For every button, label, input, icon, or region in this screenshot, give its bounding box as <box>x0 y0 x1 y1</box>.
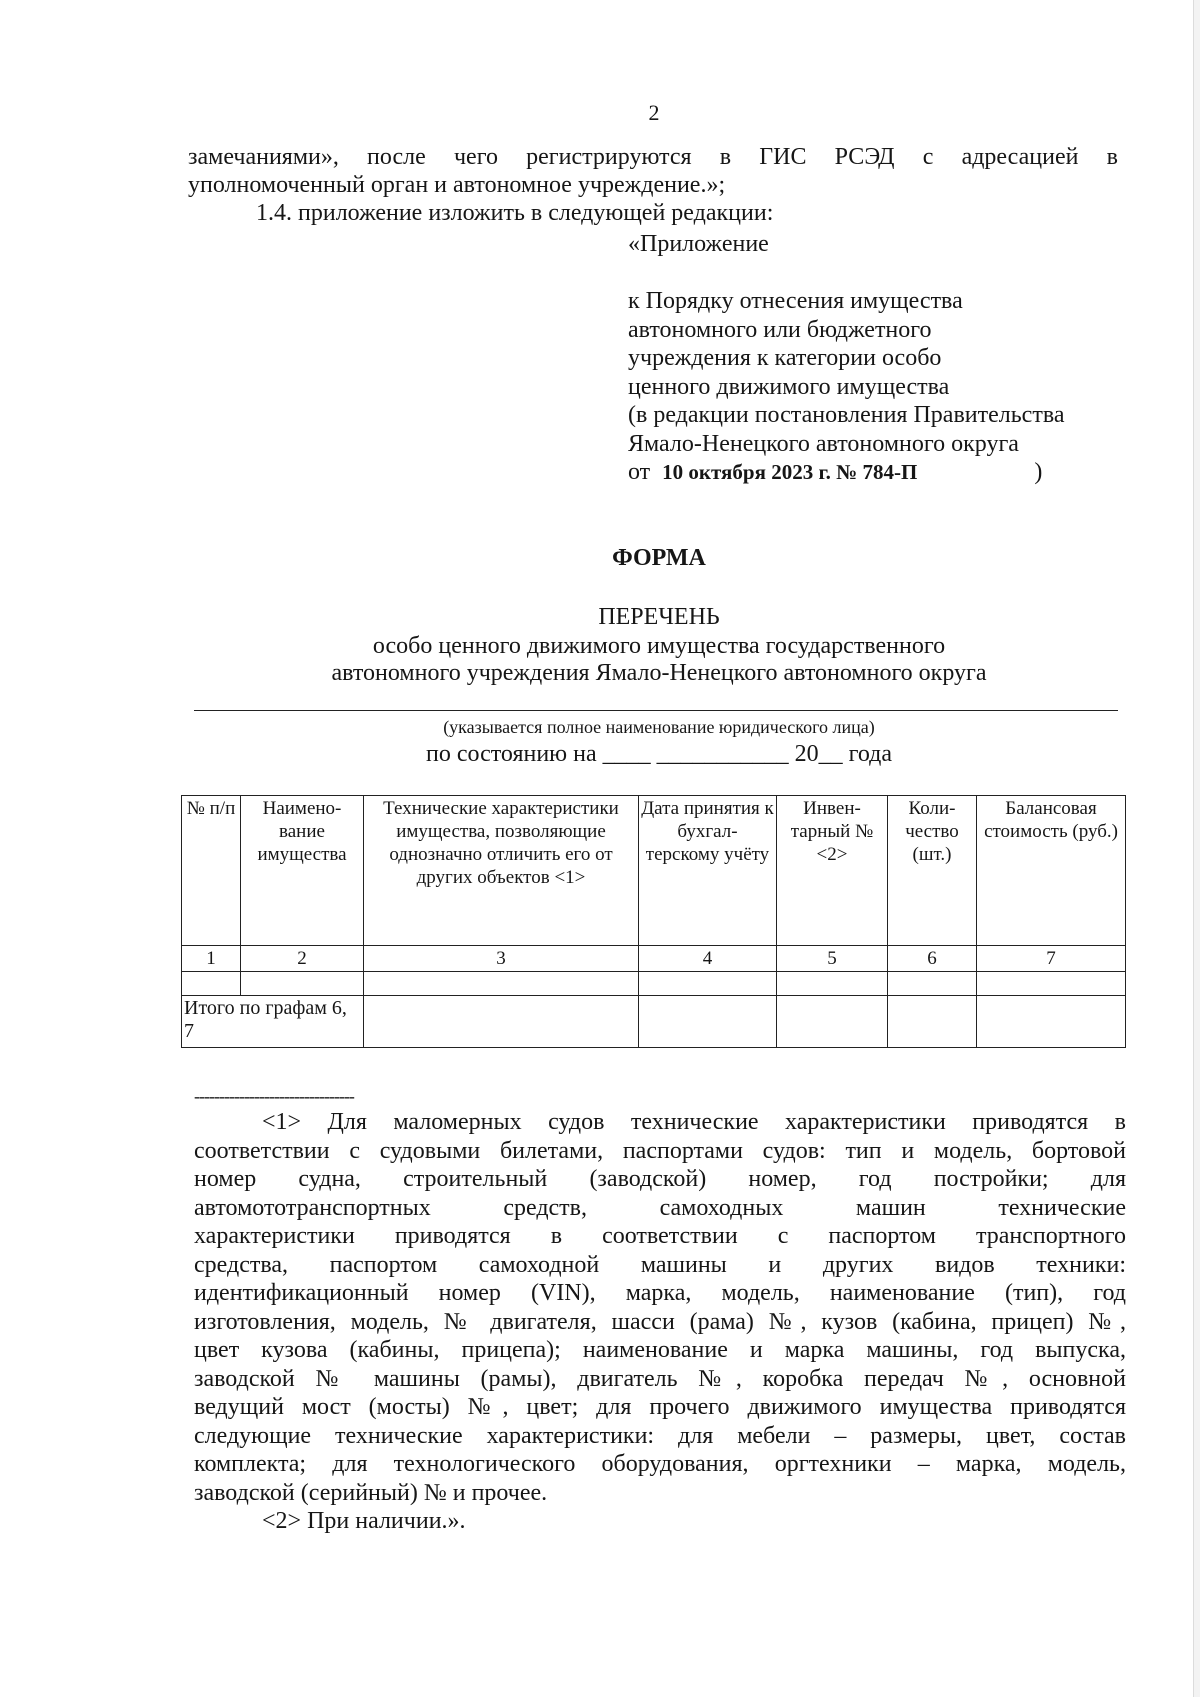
form-subtitle-1: особо ценного движимого имущества государственного <box>372 633 946 659</box>
entity-hint: (указывается полное наименование юридического лица) <box>443 717 875 737</box>
state-date-line: по состоянию на ____ ___________ 20__ года <box>425 741 893 767</box>
footnote-line: ведущий мост (мосты) №, цвет; для прочего движимого имущества приводятся <box>194 1394 1126 1420</box>
intro-line-3: 1.4. приложение изложить в следующей редакции: <box>256 200 774 226</box>
header-cell: Инвен-тарный № <2> <box>777 796 888 946</box>
number-cell: 6 <box>888 946 977 972</box>
intro-line-2: уполномоченный орган и автономное учреждение.»; <box>188 172 726 198</box>
empty-cell <box>182 972 241 996</box>
entity-name-line <box>194 710 1118 711</box>
date-suffix: ) <box>1034 459 1043 485</box>
footnote-line: следующие технические характеристики: для мебели – размеры, цвет, состав <box>194 1422 1126 1449</box>
table-header-row <box>182 796 1126 946</box>
empty-cell <box>364 972 639 996</box>
empty-cell <box>777 972 888 996</box>
footnote-line: цвет кузова (кабины, прицепа); наименование и марка машины, год выпуска, <box>194 1337 1126 1363</box>
empty-cell <box>639 996 777 1048</box>
footnote-2: <2> При наличии.». <box>262 1508 466 1534</box>
header-cell: № п/п <box>182 796 241 946</box>
appendix-line: учреждения к категории особо <box>628 345 942 371</box>
appendix-title: «Приложение <box>628 231 769 257</box>
date-value: 10 октября 2023 г. № 784-П <box>662 460 918 484</box>
footnote-line: заводской № машины (рамы), двигатель №, коробка передач №, основной <box>194 1365 1126 1392</box>
appendix-reference <box>628 287 1065 487</box>
intro-paragraph <box>188 143 1118 227</box>
total-label: Итого по графам 6, 7 <box>182 996 364 1048</box>
date-prefix: от <box>628 459 651 485</box>
header-cell: Наимено-вание имущества <box>241 796 364 946</box>
footnote-line: характеристики приводятся в соответствии с паспортом транспортного <box>194 1223 1126 1249</box>
empty-cell <box>639 972 777 996</box>
number-cell: 3 <box>364 946 639 972</box>
header-cell: Коли-чество (шт.) <box>888 796 977 946</box>
footnote-line: номер судна, строительный (заводской) номер, год постройки; для <box>194 1166 1126 1192</box>
empty-cell <box>977 972 1126 996</box>
table-number-row <box>182 946 1126 972</box>
empty-cell <box>888 972 977 996</box>
number-cell: 5 <box>777 946 888 972</box>
footnote-line: идентификационный номер (VIN), марка, модель, наименование (тип), год <box>194 1280 1126 1306</box>
number-cell: 4 <box>639 946 777 972</box>
empty-cell <box>364 996 639 1048</box>
empty-cell <box>888 996 977 1048</box>
intro-line-1: замечаниями», после чего регистрируются в ГИС РСЭД с адресацией в <box>188 144 1118 170</box>
footnote-line: заводской (серийный) № и прочее. <box>194 1479 548 1506</box>
page-number: 2 <box>648 100 660 125</box>
appendix-line: Ямало-Ненецкого автономного округа <box>628 430 1019 457</box>
footnote-line: соответствии с судовыми билетами, паспортами судов: тип и модель, бортовой <box>194 1137 1126 1164</box>
footnote-line: комплекта; для технологического оборудования, оргтехники – марка, модель, <box>194 1451 1126 1477</box>
empty-cell <box>777 996 888 1048</box>
number-cell: 1 <box>182 946 241 972</box>
header-cell: Технические характеристики имущества, позволяющие однозначно отличить его от других объектов <1> <box>364 796 639 946</box>
form-heading: ФОРМА <box>612 545 706 571</box>
appendix-line: (в редакции постановления Правительства <box>628 402 1065 428</box>
property-table <box>181 795 1126 1048</box>
appendix-line: ценного движимого имущества <box>628 373 950 400</box>
footnote-1 <box>194 1108 1126 1536</box>
table-empty-row <box>182 972 1126 996</box>
empty-cell <box>977 996 1126 1048</box>
form-title: ПЕРЕЧЕНЬ <box>598 604 720 630</box>
appendix-date-line <box>628 458 1065 487</box>
table-total-row <box>182 996 1126 1048</box>
header-cell: Балансовая стоимость (руб.) <box>977 796 1126 946</box>
footnote-separator: -------------------------------- <box>194 1086 354 1106</box>
footnote-line: средства, паспортом самоходной машины и других видов техники: <box>194 1251 1126 1278</box>
footnote-line: изготовления, модель, № двигателя, шасси (рама) №, кузов (кабина, прицеп) №, <box>194 1308 1126 1335</box>
empty-cell <box>241 972 364 996</box>
number-cell: 7 <box>977 946 1126 972</box>
footnote-line: <1> Для маломерных судов технические характеристики приводятся в <box>262 1109 1126 1135</box>
footnote-line: автомототранспортных средств, самоходных машин технические <box>194 1194 1126 1221</box>
number-cell: 2 <box>241 946 364 972</box>
appendix-line: к Порядку отнесения имущества <box>628 288 963 314</box>
header-cell: Дата принятия к бухгал-терскому учёту <box>639 796 777 946</box>
form-subtitle-2: автономного учреждения Ямало-Ненецкого автономного округа <box>331 660 987 686</box>
appendix-line: автономного или бюджетного <box>628 316 932 343</box>
